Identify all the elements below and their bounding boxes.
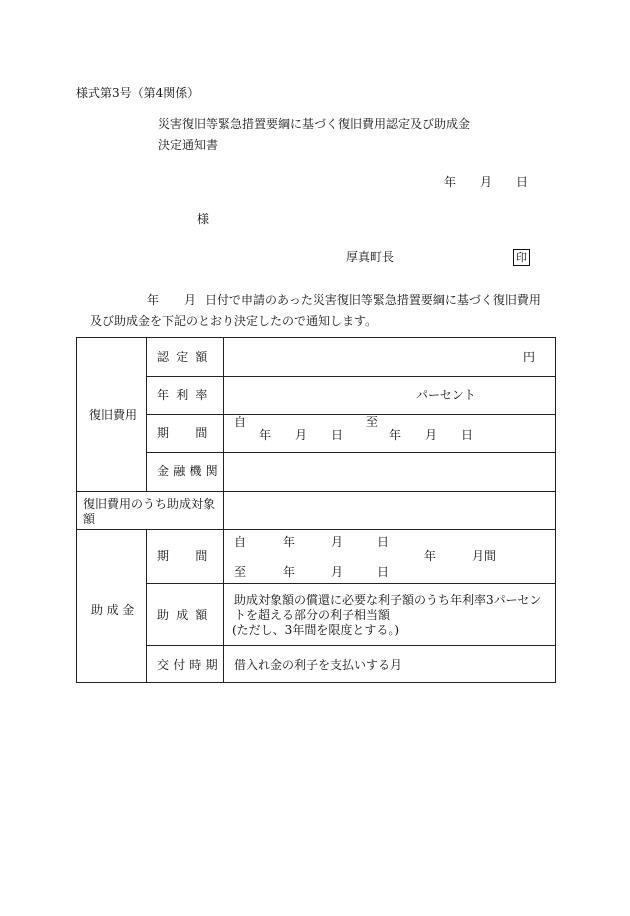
divider xyxy=(146,452,556,453)
label-subsidy-period: 期間 xyxy=(157,549,234,563)
subsidy-amount-text: 助成対象額の償還に必要な利子額のうち年利率3パーセントを超える部分の利子相当額 xyxy=(234,593,542,622)
date-day: 日 xyxy=(516,175,529,189)
divider xyxy=(146,414,556,415)
label-rate: 年利率 xyxy=(157,388,215,402)
body-text-line2: 及び助成金を下記のとおり決定したので通知します。 xyxy=(90,314,378,328)
date-month: 月 xyxy=(480,175,493,189)
body-text-line1: 日付で申請のあった災害復旧等緊急措置要綱に基づく復旧費用 xyxy=(205,293,541,307)
group-label-recovery-cost: 復旧費用 xyxy=(89,408,138,422)
subsidy-from: 自 xyxy=(234,535,247,549)
period-from-month: 月 xyxy=(295,428,308,442)
subsidy-to: 至 xyxy=(234,565,247,579)
divider xyxy=(77,529,556,530)
period-to-day: 日 xyxy=(461,428,474,442)
subsidy-from-day: 日 xyxy=(377,535,390,549)
decision-table xyxy=(76,337,556,683)
subsidy-from-month: 月 xyxy=(331,535,344,549)
unit-percent: パーセント xyxy=(416,388,476,402)
subsidy-to-year: 年 xyxy=(283,565,296,579)
divider xyxy=(77,491,556,492)
period-to-month: 月 xyxy=(425,428,438,442)
seal-mark: 印 xyxy=(513,249,530,266)
issuer: 厚真町長 xyxy=(346,250,395,264)
subsidy-amount-note: (ただし、3年間を限度とする。) xyxy=(232,623,399,637)
unit-yen: 円 xyxy=(523,350,536,364)
label-payment-timing: 交付時期 xyxy=(157,658,222,672)
divider xyxy=(146,376,556,377)
period-to: 至 xyxy=(366,415,379,429)
document-title: 災害復旧等緊急措置要綱に基づく復旧費用認定及び助成金 xyxy=(158,117,471,131)
subsidy-total-months: 月間 xyxy=(472,549,497,563)
form-number: 様式第3号（第4関係） xyxy=(76,86,200,100)
label-bank: 金融機関 xyxy=(157,464,222,478)
payment-timing-text: 借入れ金の利子を支払いする月 xyxy=(234,658,403,672)
period-from-year: 年 xyxy=(259,428,272,442)
addressee-suffix: 様 xyxy=(197,212,210,226)
subsidy-from-year: 年 xyxy=(283,535,296,549)
divider xyxy=(146,583,556,584)
divider xyxy=(223,338,224,683)
label-target-amount: 復旧費用のうち助成対象額 xyxy=(83,497,216,526)
label-nintei: 認定額 xyxy=(157,350,215,364)
subsidy-to-day: 日 xyxy=(377,565,390,579)
label-period: 期間 xyxy=(157,426,234,440)
date-year: 年 xyxy=(444,175,457,189)
body-month: 月 xyxy=(184,293,197,307)
document-title-line2: 決定通知書 xyxy=(158,138,219,152)
period-to-year: 年 xyxy=(389,428,402,442)
subsidy-total-year: 年 xyxy=(424,549,437,563)
period-from-day: 日 xyxy=(331,428,344,442)
period-from: 自 xyxy=(234,415,247,429)
divider xyxy=(146,529,147,683)
subsidy-to-month: 月 xyxy=(331,565,344,579)
label-subsidy-amount: 助成額 xyxy=(157,608,215,622)
group-label-subsidy: 助成金 xyxy=(91,603,138,617)
divider xyxy=(146,645,556,646)
body-year: 年 xyxy=(147,293,160,307)
